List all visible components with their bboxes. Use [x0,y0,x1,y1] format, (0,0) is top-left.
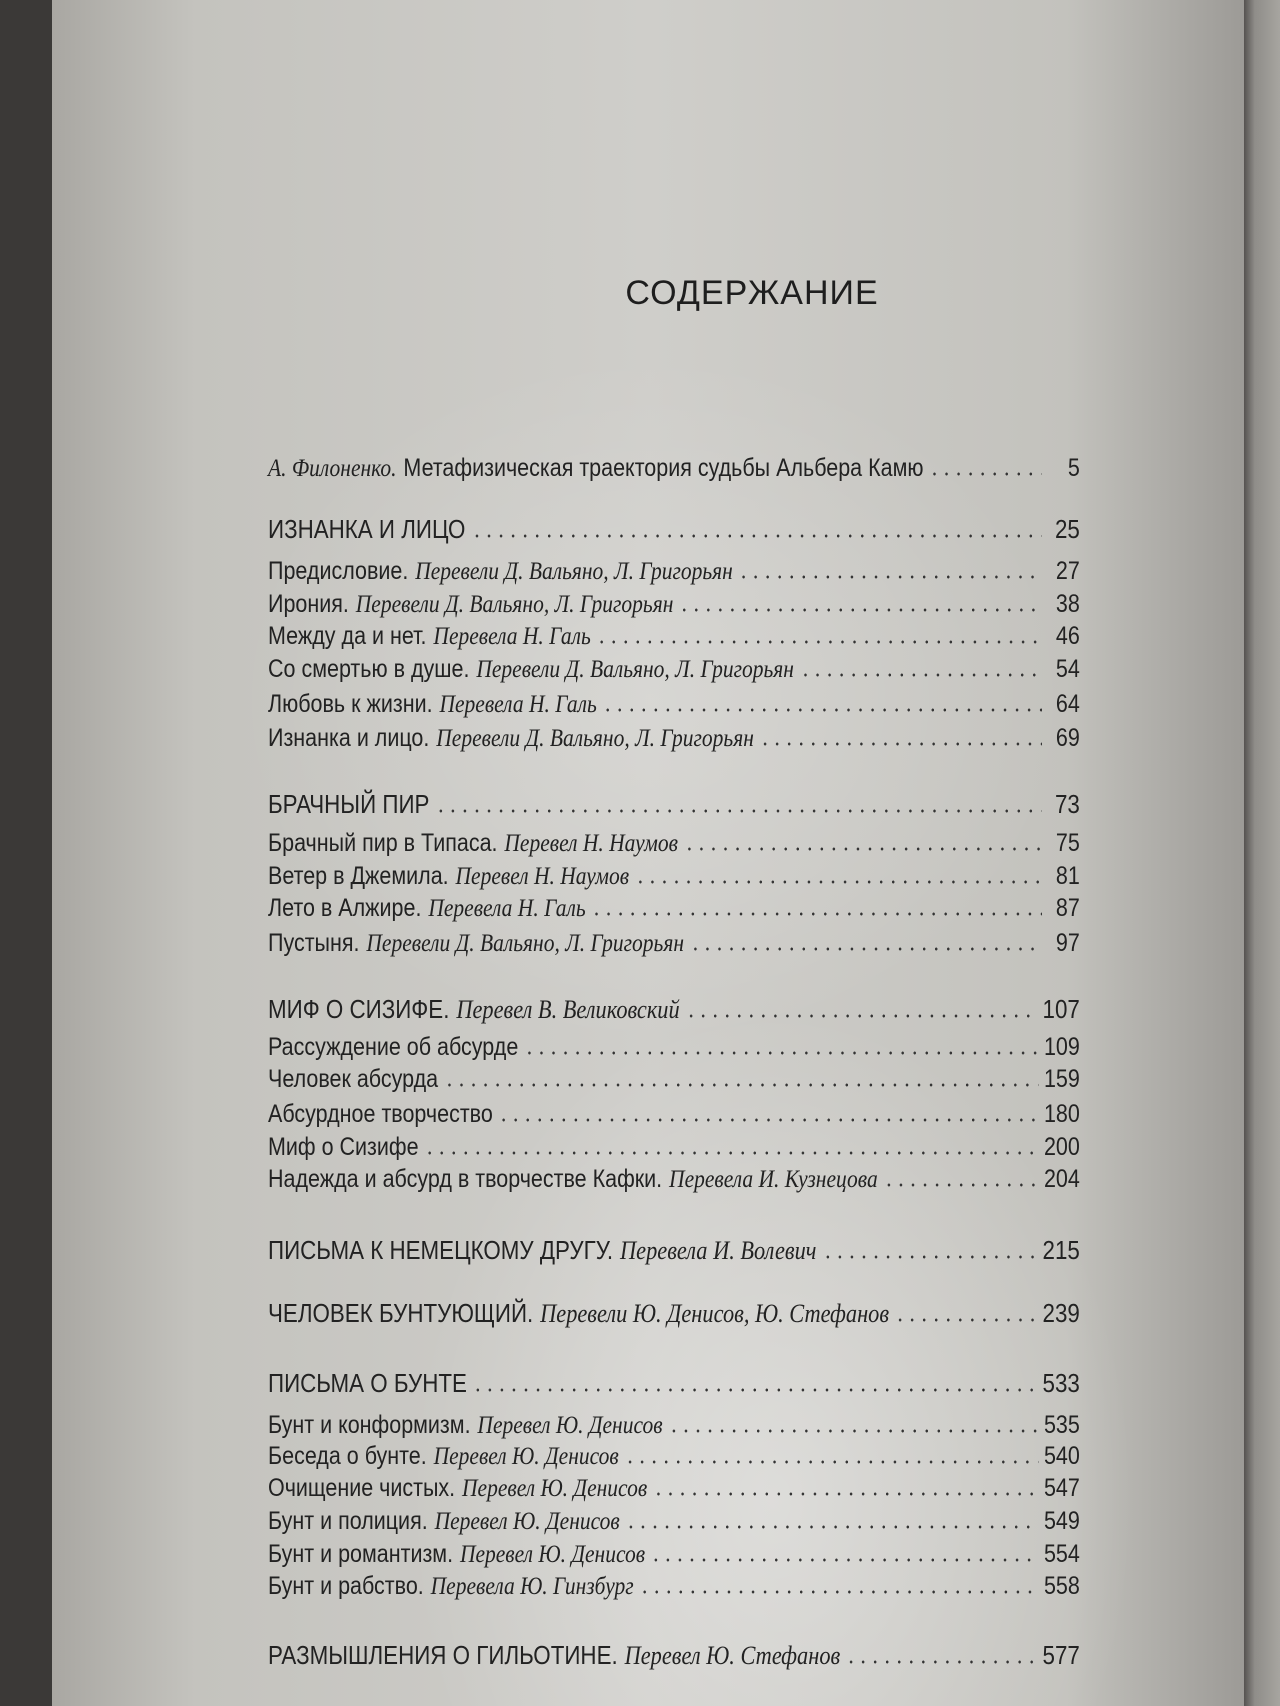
dot-leader [689,947,1042,951]
entry-title: Миф о Сизифе [268,1133,419,1161]
dot-leader [424,1151,1039,1155]
entry-translator: Перевел Н. Наумов [504,830,678,857]
entry-title: Бунт и рабство. [268,1572,424,1600]
book-page [52,0,1246,1706]
entry-page-number: 75 [1055,829,1080,857]
entry-title: ПИСЬМА К НЕМЕЦКОМУ ДРУГУ. [268,1235,614,1265]
entry-page-number: 215 [1042,1235,1080,1265]
entry-translator: Перевел Ю. Денисов [477,1412,663,1439]
entry-title: Абсурдное творчество [268,1100,493,1128]
dot-leader [759,742,1042,746]
dot-leader [602,708,1042,712]
toc-entry [268,829,1080,858]
dot-leader [799,673,1042,677]
entry-title: Бунт и полиция. [268,1507,428,1535]
toc-entry [268,454,1080,483]
toc-entry [268,894,1080,923]
entry-title: Любовь к жизни. [268,690,433,718]
dot-leader [591,912,1042,916]
entry-title: Со смертью в душе. [268,655,470,683]
entry-translator: Перевел В. Великовский [456,995,680,1024]
entry-title: Надежда и абсурд в творчестве Кафки. [268,1165,663,1193]
entry-title: Между да и нет. [268,622,427,650]
toc-entry [268,1507,1080,1536]
dot-leader [894,1318,1037,1322]
toc-entry [268,1298,1080,1329]
dot-leader [652,1492,1038,1496]
entry-title: Бунт и конформизм. [268,1411,471,1439]
entry-title: ИЗНАНКА И ЛИЦО [268,514,466,544]
entry-title: Очищение чистых. [268,1474,456,1502]
entry-page-number: 97 [1055,929,1080,957]
entry-translator: Метафизическая траектория судьбы Альбера Камю [403,454,924,482]
entry-translator: Перевели Д. Вальяно, Л. Григорьян [436,725,754,752]
entry-title: МИФ О СИЗИФЕ. [268,994,450,1024]
entry-translator: Перевела И. Кузнецова [669,1166,878,1193]
toc-entry [268,514,1080,545]
toc-entry [268,622,1080,651]
entry-page-number: 27 [1055,557,1080,585]
entry-page-number: 549 [1043,1507,1080,1535]
entry-page-number: 107 [1042,994,1080,1024]
toc-entry [268,994,1080,1025]
dot-leader [624,1460,1039,1464]
toc-entry [268,1640,1080,1671]
dot-leader [685,1014,1038,1018]
entry-page-number: 540 [1043,1442,1080,1470]
toc-entry [268,690,1080,719]
entry-title: ПИСЬМА О БУНТЕ [268,1368,467,1398]
entry-page-number: 69 [1055,724,1080,752]
entry-page-number: 109 [1043,1033,1080,1061]
entry-translator: Перевели Д. Вальяно, Л. Григорьян [415,558,733,585]
entry-title: Человек абсурда [268,1065,439,1093]
dot-leader [596,640,1042,644]
entry-translator: Перевели Ю. Денисов, Ю. Стефанов [540,1299,890,1328]
dot-leader [883,1183,1039,1187]
toc-entry [268,1411,1080,1440]
entry-title: РАЗМЫШЛЕНИЯ О ГИЛЬОТИНЕ. [268,1640,618,1670]
toc-entry [268,1474,1080,1503]
entry-title: Ветер в Джемила. [268,862,449,890]
entry-translator: Перевели Д. Вальяно, Л. Григорьян [476,656,794,683]
entry-page-number: 554 [1043,1540,1080,1568]
entry-translator: Перевела Н. Галь [439,691,597,718]
entry-page-number: 200 [1043,1133,1080,1161]
entry-translator: Перевел Ю. Стефанов [624,1641,841,1670]
toc-entry [268,590,1080,619]
entry-title: Предисловие. [268,557,409,585]
toc-entry [268,1165,1080,1194]
toc-entry [268,1133,1080,1162]
entry-page-number: 180 [1043,1100,1080,1128]
entry-page-number: 54 [1055,655,1080,683]
toc-entry [268,1540,1080,1569]
dot-leader [472,1388,1037,1392]
entry-title: Ирония. [268,590,349,618]
entry-title: Брачный пир в Типаса. [268,829,498,857]
entry-page-number: 204 [1043,1165,1080,1193]
entry-page-number: 239 [1042,1298,1080,1328]
dot-leader [683,847,1042,851]
dot-leader [668,1429,1039,1433]
entry-translator: Перевел Ю. Денисов [459,1541,646,1568]
dot-leader [650,1558,1039,1562]
entry-translator: Перевел Н. Наумов [455,863,630,890]
toc-entry [268,1442,1080,1471]
entry-translator: Перевел Ю. Денисов [462,1475,648,1502]
entry-title: Пустыня. [268,929,360,957]
toc-entry [268,1368,1080,1399]
entry-translator: Перевел Ю. Денисов [434,1508,620,1535]
dot-leader [435,809,1042,813]
entry-translator: Перевела Ю. Гинзбург [430,1573,634,1600]
dot-leader [738,575,1042,579]
entry-title: Бунт и романтизм. [268,1540,454,1568]
entry-title: А. Филоненко. [268,455,397,482]
dot-leader [929,472,1042,476]
entry-page-number: 38 [1055,590,1080,618]
entry-translator: Перевели Д. Вальяно, Л. Григорьян [355,591,674,618]
dot-leader [845,1660,1037,1664]
entry-page-number: 87 [1055,894,1080,922]
entry-title: Беседа о бунте. [268,1442,427,1470]
entry-translator: Перевел Ю. Денисов [433,1443,619,1470]
dot-leader [822,1255,1038,1259]
toc-entry [268,724,1080,753]
entry-title: Изнанка и лицо. [268,724,430,752]
toc-entry [268,655,1080,684]
entry-page-number: 46 [1055,622,1080,650]
toc-entry [268,1100,1080,1129]
toc-entry [268,929,1080,958]
entry-title: Лето в Алжире. [268,894,422,922]
dot-leader [679,608,1042,612]
entry-title: ЧЕЛОВЕК БУНТУЮЩИЙ. [268,1298,534,1328]
entry-page-number: 577 [1042,1640,1080,1670]
dot-leader [634,880,1042,884]
dot-leader [523,1051,1038,1055]
dot-leader [639,1590,1039,1594]
toc-entry [268,862,1080,891]
entry-translator: Перевела Н. Галь [428,895,586,922]
dot-leader [498,1118,1039,1122]
entry-translator: Перевели Д. Вальяно, Л. Григорьян [366,930,684,957]
entry-page-number: 5 [1067,454,1080,482]
dot-leader [471,534,1042,538]
book-spine-fold [1244,0,1280,1706]
entry-title: БРАЧНЫЙ ПИР [268,789,430,819]
toc-entry [268,1033,1080,1062]
entry-page-number: 159 [1043,1065,1080,1093]
entry-page-number: 535 [1043,1411,1080,1439]
entry-translator: Перевела И. Волевич [620,1236,817,1265]
entry-title: Рассуждение об абсурде [268,1033,519,1061]
entry-page-number: 533 [1042,1368,1080,1398]
entry-page-number: 64 [1055,690,1080,718]
entry-page-number: 25 [1054,514,1080,544]
toc-entry [268,1235,1080,1266]
entry-page-number: 558 [1043,1572,1080,1600]
toc-entry [268,1572,1080,1601]
entry-translator: Перевела Н. Галь [433,623,591,650]
entry-page-number: 547 [1043,1474,1080,1502]
dot-leader [443,1083,1039,1087]
dot-leader [625,1525,1039,1529]
entry-page-number: 81 [1055,862,1080,890]
page-title: СОДЕРЖАНИЕ [625,274,879,312]
toc-entry [268,789,1080,820]
toc-entry [268,557,1080,586]
entry-page-number: 73 [1054,789,1080,819]
toc-entry [268,1065,1080,1094]
